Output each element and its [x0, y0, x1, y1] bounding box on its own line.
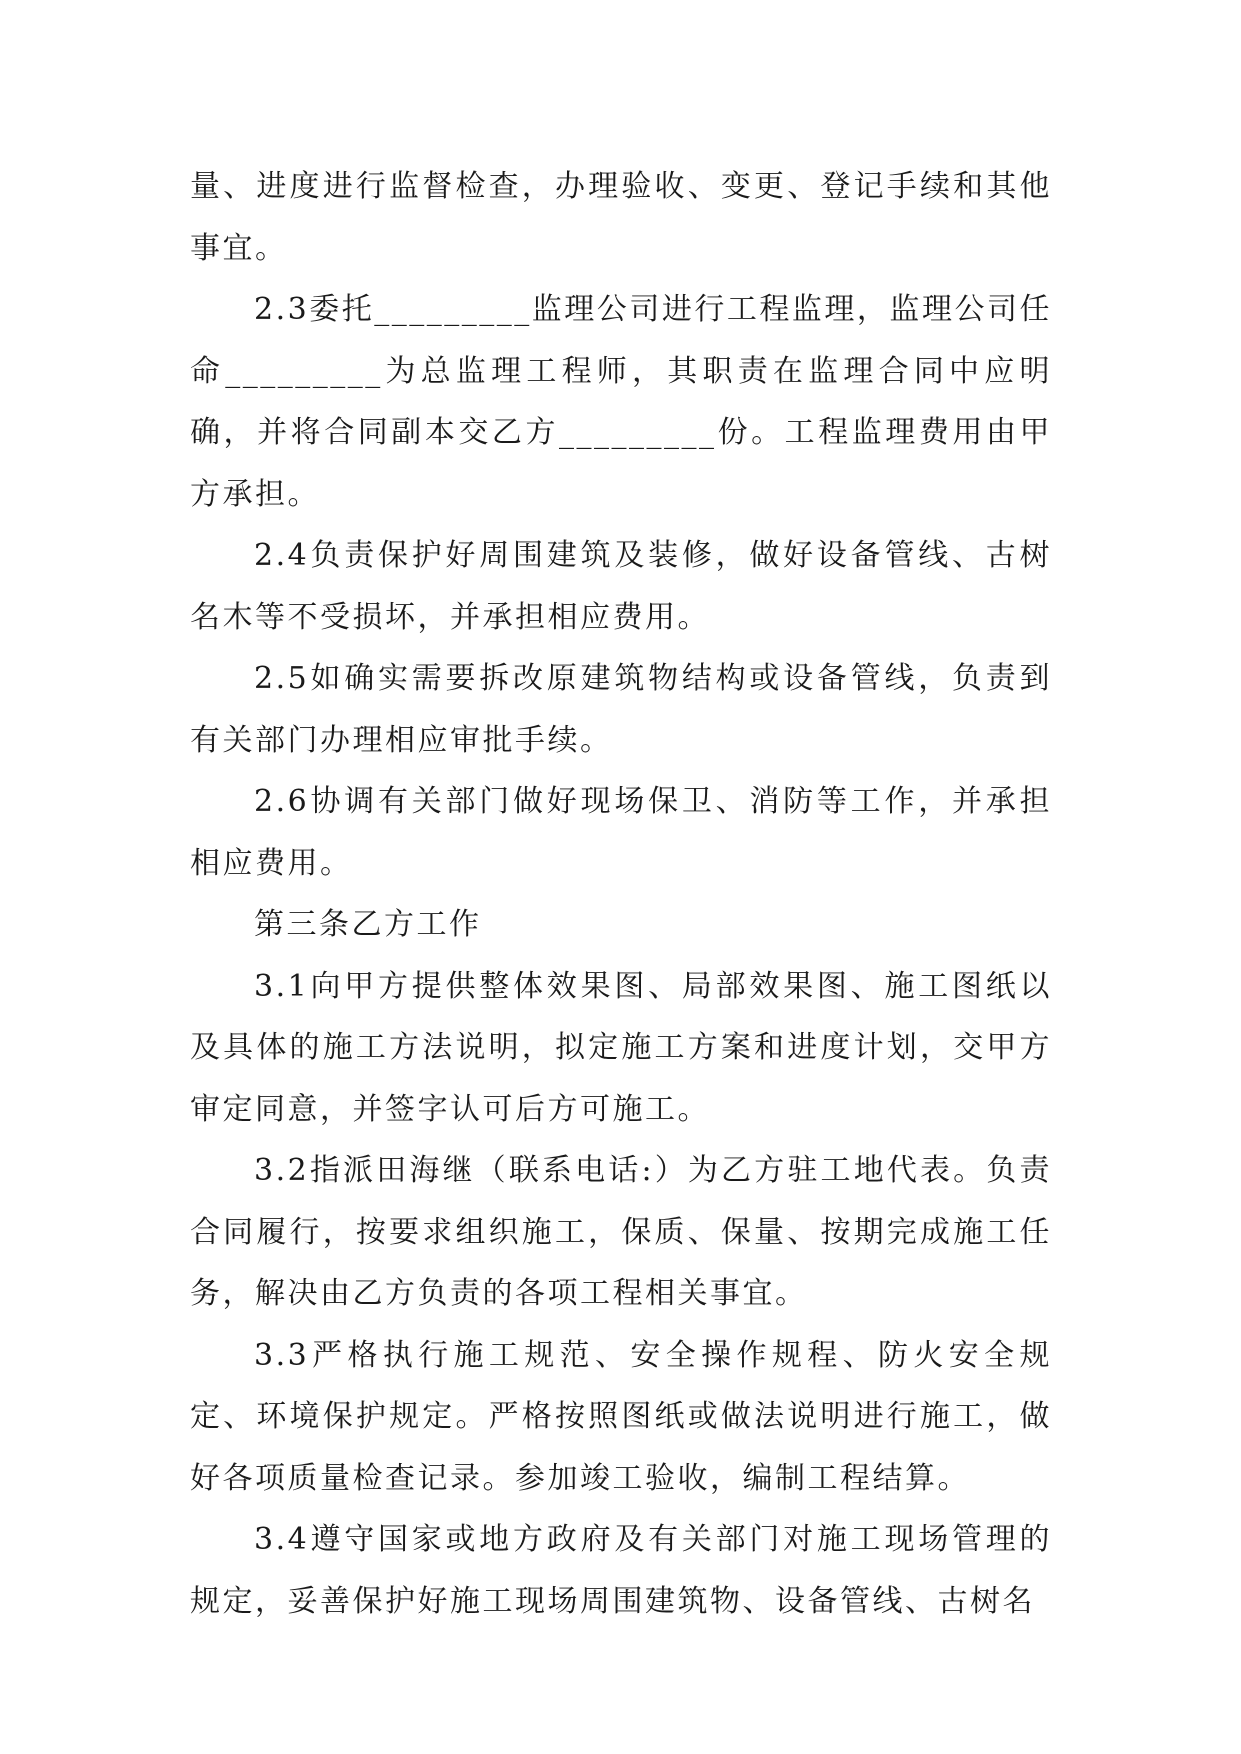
paragraph-2-5: 2.5如确实需要拆改原建筑物结构或设备管线，负责到有关部门办理相应审批手续。: [190, 661, 1052, 758]
paragraph-3-1: 3.1向甲方提供整体效果图、局部效果图、施工图纸以及具体的施工方法说明，拟定施工方案和进度计划，交甲方审定同意，并签字认可后方可施工。: [190, 968, 1052, 1127]
document-body: [190, 156, 1052, 1632]
paragraph-3-4: 3.4遵守国家或地方政府及有关部门对施工现场管理的规定，妥善保护好施工现场周围建筑物、设备管线、古树名: [190, 1522, 1052, 1619]
paragraph-2-6: 2.6协调有关部门做好现场保卫、消防等工作，并承担相应费用。: [190, 784, 1052, 881]
paragraph-2-3: 2.3委托_________监理公司进行工程监理，监理公司任命_________为总监理工程师，其职责在监理合同中应明确，并将合同副本交乙方_________份。工程监理费用由甲方承担。: [190, 292, 1052, 512]
section-heading-article-3: 第三条乙方工作: [254, 907, 482, 942]
paragraph-3-2: 3.2指派田海继（联系电话:）为乙方驻工地代表。负责合同履行，按要求组织施工，保质、保量、按期完成施工任务，解决由乙方负责的各项工程相关事宜。: [190, 1153, 1052, 1311]
paragraph-continuation: 量、进度进行监督检查，办理验收、变更、登记手续和其他事宜。: [190, 169, 1052, 266]
paragraph-2-4: 2.4负责保护好周围建筑及装修，做好设备管线、古树名木等不受损坏，并承担相应费用。: [190, 538, 1052, 635]
paragraph-3-3: 3.3严格执行施工规范、安全操作规程、防火安全规定、环境保护规定。严格按照图纸或做法说明进行施工，做好各项质量检查记录。参加竣工验收，编制工程结算。: [190, 1337, 1052, 1496]
